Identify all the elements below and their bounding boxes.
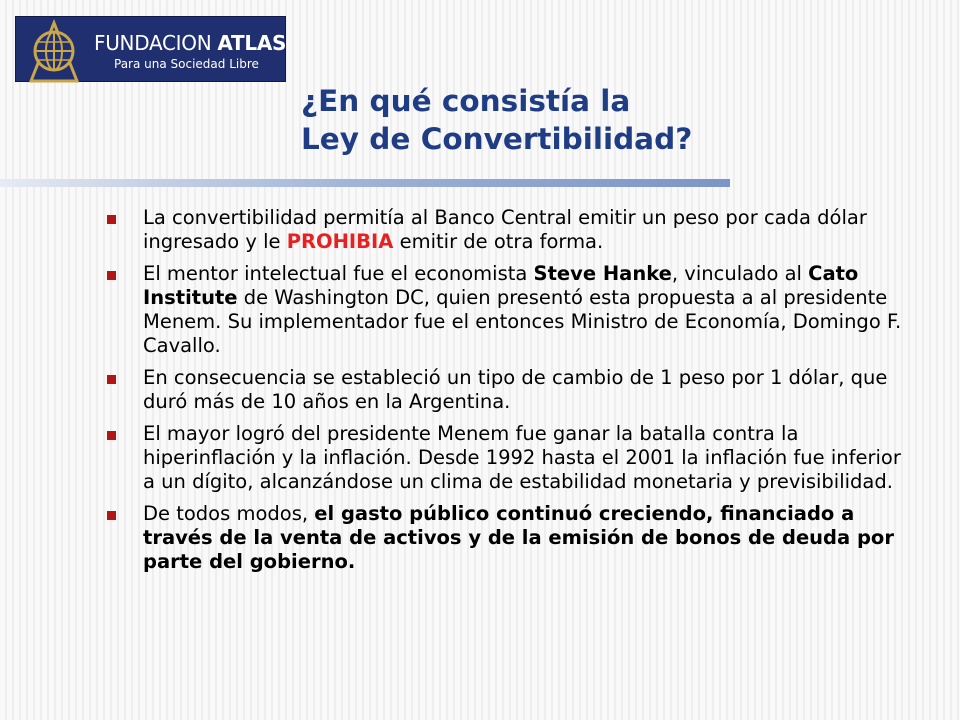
slide-title-line-2: Ley de Convertibilidad? <box>301 122 693 156</box>
bullet-text: El mentor intelectual fue el economista <box>143 262 534 285</box>
bullet-text: En consecuencia se estableció un tipo de cambio de 1 peso por 1 dólar, que duró más de 10 años en la Argentina. <box>143 366 888 413</box>
bullet-item <box>105 262 917 358</box>
bullet-item <box>105 502 917 574</box>
logo-name-part1: FUNDACION <box>94 31 218 55</box>
square-bullet-icon <box>107 215 116 224</box>
bullet-item <box>105 422 917 494</box>
bullet-list <box>105 206 917 582</box>
slide-title-line-1: ¿En qué consistía la <box>301 84 631 118</box>
steve-hanke-emphasis: Steve Hanke <box>533 262 672 285</box>
square-bullet-icon <box>107 431 116 440</box>
logo-name-part2: ATLAS <box>217 31 287 55</box>
title-underline <box>0 179 730 187</box>
bullet-text: La convertibilidad permitía al Banco Central emitir un peso por cada dólar ingresado y le <box>143 206 867 253</box>
globe-logo-icon <box>16 17 94 83</box>
prohibia-emphasis: PROHIBIA <box>286 230 394 253</box>
bullet-text: emitir de otra forma. <box>393 230 604 253</box>
fundacion-atlas-logo <box>15 16 286 82</box>
bullet-text: De todos modos, <box>143 502 315 525</box>
bullet-item <box>105 366 917 414</box>
gasto-publico-emphasis: el gasto público continuó creciendo, financiado a través de la venta de activos y de la emisión de bonos de deuda por parte del gobierno. <box>143 502 894 573</box>
bullet-text: de Washington DC, quien presentó esta propuesta a al presidente Menem. Su implementador fue el entonces Ministro de Economía, Domingo F. Cavallo. <box>143 286 902 357</box>
logo-tagline: Para una Sociedad Libre <box>114 57 259 71</box>
bullet-item <box>105 206 917 254</box>
logo-name <box>94 31 286 55</box>
bullet-text: , vinculado al <box>671 262 809 285</box>
square-bullet-icon <box>107 511 116 520</box>
square-bullet-icon <box>107 271 116 280</box>
bullet-text: El mayor logró del presidente Menem fue ganar la batalla contra la hiperinflación y la inflación. Desde 1992 hasta el 2001 la inflación fue inferior a un dígito, alcanzándose un clima de estabilidad monetaria y previsibilidad. <box>143 422 901 493</box>
slide-title <box>301 82 692 158</box>
square-bullet-icon <box>107 375 116 384</box>
cato-institute-emphasis: Cato Institute <box>143 262 859 309</box>
